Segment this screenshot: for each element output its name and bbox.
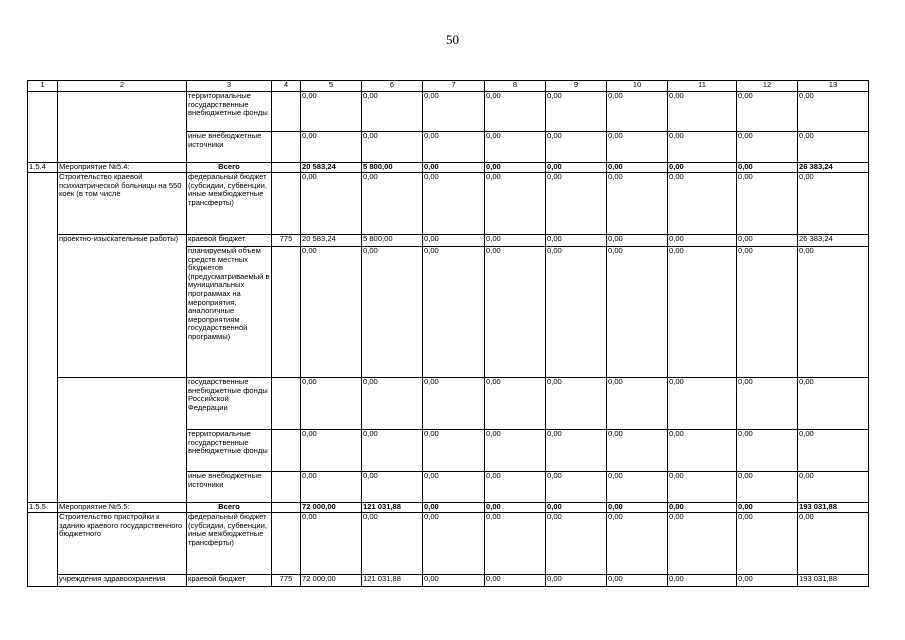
- col-header: 6: [362, 81, 423, 92]
- value-cell: 0,00: [546, 247, 607, 378]
- grbs-cell: [272, 92, 301, 132]
- value-cell: 5 800,00: [362, 235, 423, 247]
- value-cell: 0,00: [423, 92, 485, 132]
- value-cell: 0,00: [668, 378, 737, 430]
- value-cell: 0,00: [485, 173, 546, 235]
- value-cell: 0,00: [301, 247, 362, 378]
- value-cell: 0,00: [301, 472, 362, 503]
- value-cell: 0,00: [423, 503, 485, 513]
- value-cell: 0,00: [362, 132, 423, 163]
- value-cell: 0,00: [607, 247, 668, 378]
- source-cell: иные внебюджетные источники: [187, 472, 272, 503]
- source-cell: федеральный бюджет (субсидии, субвенции, иные межбюджетные трансферты): [187, 513, 272, 575]
- value-cell: 0,00: [423, 235, 485, 247]
- value-cell: 0,00: [668, 92, 737, 132]
- total-label: Всего: [187, 503, 272, 513]
- measure-code: 1.5.5: [28, 503, 58, 513]
- grbs-cell: [272, 430, 301, 472]
- value-cell: 0,00: [607, 92, 668, 132]
- code-cell: [28, 173, 58, 503]
- value-cell: 0,00: [546, 163, 607, 173]
- col-header: 13: [798, 81, 869, 92]
- value-cell: 0,00: [737, 235, 798, 247]
- value-cell: 0,00: [301, 132, 362, 163]
- value-cell: 193 031,88: [798, 503, 869, 513]
- grbs-cell: [272, 378, 301, 430]
- measure-title: Мероприятие №5.4:: [58, 163, 187, 173]
- source-cell: территориальные государственные внебюджетные фонды: [187, 92, 272, 132]
- value-cell: 0,00: [301, 378, 362, 430]
- value-cell: 26 383,24: [798, 163, 869, 173]
- value-cell: 0,00: [607, 575, 668, 587]
- value-cell: 5 800,00: [362, 163, 423, 173]
- value-cell: 0,00: [798, 378, 869, 430]
- value-cell: 0,00: [607, 472, 668, 503]
- value-cell: 0,00: [668, 430, 737, 472]
- grbs-cell: [272, 503, 301, 513]
- value-cell: 0,00: [301, 430, 362, 472]
- page-number: 50: [446, 32, 459, 47]
- value-cell: 0,00: [668, 503, 737, 513]
- value-cell: 0,00: [546, 430, 607, 472]
- table-row: [28, 163, 869, 173]
- source-cell: иные внебюджетные источники: [187, 132, 272, 163]
- value-cell: 0,00: [485, 430, 546, 472]
- value-cell: 0,00: [607, 163, 668, 173]
- measure-desc: проектно-изыскательные работы): [58, 235, 187, 378]
- value-cell: 0,00: [301, 92, 362, 132]
- table-row: [28, 235, 869, 247]
- desc-cell: [58, 92, 187, 163]
- desc-cell: [58, 378, 187, 503]
- value-cell: 0,00: [423, 173, 485, 235]
- value-cell: 0,00: [423, 247, 485, 378]
- col-header: 9: [546, 81, 607, 92]
- value-cell: 0,00: [485, 575, 546, 587]
- value-cell: 0,00: [668, 132, 737, 163]
- value-cell: 0,00: [485, 235, 546, 247]
- value-cell: 0,00: [737, 472, 798, 503]
- source-cell: краевой бюджет: [187, 575, 272, 587]
- col-header: 8: [485, 81, 546, 92]
- col-header: 4: [272, 81, 301, 92]
- code-cell: [28, 513, 58, 587]
- value-cell: 20 583,24: [301, 235, 362, 247]
- value-cell: 0,00: [798, 92, 869, 132]
- value-cell: 193 031,88: [798, 575, 869, 587]
- budget-table: [27, 80, 869, 587]
- grbs-cell: [272, 163, 301, 173]
- value-cell: 0,00: [362, 378, 423, 430]
- value-cell: 0,00: [362, 173, 423, 235]
- value-cell: 0,00: [546, 132, 607, 163]
- value-cell: 0,00: [607, 235, 668, 247]
- value-cell: 0,00: [485, 503, 546, 513]
- col-header: 12: [737, 81, 798, 92]
- grbs-cell: [272, 513, 301, 575]
- value-cell: 0,00: [798, 472, 869, 503]
- value-cell: 0,00: [485, 247, 546, 378]
- col-header: 1: [28, 81, 58, 92]
- value-cell: 0,00: [737, 513, 798, 575]
- table-row: [28, 513, 869, 575]
- col-header: 10: [607, 81, 668, 92]
- col-header: 5: [301, 81, 362, 92]
- value-cell: 0,00: [485, 132, 546, 163]
- table-row: [28, 92, 869, 132]
- value-cell: 0,00: [737, 430, 798, 472]
- value-cell: 0,00: [737, 575, 798, 587]
- grbs-cell: [272, 247, 301, 378]
- value-cell: 26 383,24: [798, 235, 869, 247]
- table-row: [28, 173, 869, 235]
- value-cell: 0,00: [668, 472, 737, 503]
- value-cell: 0,00: [668, 575, 737, 587]
- grbs-cell: [272, 132, 301, 163]
- column-number-row: [28, 81, 869, 92]
- col-header: 7: [423, 81, 485, 92]
- value-cell: 0,00: [668, 513, 737, 575]
- table-row: [28, 378, 869, 430]
- value-cell: 0,00: [362, 430, 423, 472]
- measure-desc: учреждения здравоохранения: [58, 575, 187, 587]
- source-cell: государственные внебюджетные фонды Российской Федерации: [187, 378, 272, 430]
- value-cell: 0,00: [423, 472, 485, 503]
- value-cell: 0,00: [546, 235, 607, 247]
- value-cell: 0,00: [423, 378, 485, 430]
- source-cell: краевой бюджет: [187, 235, 272, 247]
- value-cell: 0,00: [546, 173, 607, 235]
- value-cell: 0,00: [546, 92, 607, 132]
- value-cell: 0,00: [668, 173, 737, 235]
- value-cell: 0,00: [737, 132, 798, 163]
- value-cell: 0,00: [798, 247, 869, 378]
- col-header: 2: [58, 81, 187, 92]
- value-cell: 0,00: [362, 92, 423, 132]
- value-cell: 0,00: [607, 513, 668, 575]
- table-row: [28, 575, 869, 587]
- measure-desc: Строительство краевой психиатрической больницы на 550 коек (в том числе: [58, 173, 187, 235]
- measure-code: 1.5.4: [28, 163, 58, 173]
- value-cell: 0,00: [668, 235, 737, 247]
- value-cell: 0,00: [423, 430, 485, 472]
- value-cell: 0,00: [798, 513, 869, 575]
- value-cell: 0,00: [546, 378, 607, 430]
- col-header: 11: [668, 81, 737, 92]
- grbs-cell: 775: [272, 235, 301, 247]
- value-cell: 121 031,88: [362, 503, 423, 513]
- value-cell: 0,00: [362, 472, 423, 503]
- value-cell: 0,00: [546, 472, 607, 503]
- value-cell: 0,00: [607, 430, 668, 472]
- value-cell: 0,00: [737, 503, 798, 513]
- value-cell: 0,00: [607, 173, 668, 235]
- value-cell: 0,00: [301, 513, 362, 575]
- value-cell: 0,00: [737, 247, 798, 378]
- value-cell: 0,00: [485, 472, 546, 503]
- value-cell: 0,00: [798, 430, 869, 472]
- value-cell: 0,00: [485, 378, 546, 430]
- value-cell: 0,00: [798, 132, 869, 163]
- value-cell: 0,00: [423, 513, 485, 575]
- value-cell: 0,00: [423, 575, 485, 587]
- value-cell: 0,00: [423, 163, 485, 173]
- source-cell: федеральный бюджет (субсидии, субвенции, иные межбюджетные трансферты): [187, 173, 272, 235]
- source-cell: территориальные государственные внебюджетные фонды: [187, 430, 272, 472]
- value-cell: 0,00: [546, 575, 607, 587]
- value-cell: 0,00: [546, 513, 607, 575]
- value-cell: 0,00: [607, 503, 668, 513]
- col-header: 3: [187, 81, 272, 92]
- value-cell: 72 000,00: [301, 503, 362, 513]
- code-cell: [28, 92, 58, 163]
- table-row: [28, 503, 869, 513]
- value-cell: 0,00: [546, 503, 607, 513]
- measure-title: Мероприятие №5.5:: [58, 503, 187, 513]
- value-cell: 0,00: [607, 132, 668, 163]
- value-cell: 121 031,88: [362, 575, 423, 587]
- value-cell: 0,00: [737, 173, 798, 235]
- value-cell: 0,00: [485, 92, 546, 132]
- measure-desc: Строительство пристройки к зданию краевого государственного бюджетного: [58, 513, 187, 575]
- value-cell: 0,00: [362, 247, 423, 378]
- total-label: Всего: [187, 163, 272, 173]
- value-cell: 0,00: [485, 513, 546, 575]
- value-cell: 0,00: [798, 173, 869, 235]
- value-cell: 0,00: [737, 92, 798, 132]
- value-cell: 0,00: [301, 173, 362, 235]
- value-cell: 0,00: [668, 163, 737, 173]
- value-cell: 72 000,00: [301, 575, 362, 587]
- value-cell: 0,00: [485, 163, 546, 173]
- grbs-cell: [272, 472, 301, 503]
- value-cell: 20 583,24: [301, 163, 362, 173]
- value-cell: 0,00: [737, 378, 798, 430]
- value-cell: 0,00: [607, 378, 668, 430]
- value-cell: 0,00: [668, 247, 737, 378]
- value-cell: 0,00: [423, 132, 485, 163]
- source-cell: планируемый объем средств местных бюджетов (предусматриваемый в муниципальных программах на мероприятия, аналогичные мероприятиям государственной программы): [187, 247, 272, 378]
- grbs-cell: [272, 173, 301, 235]
- grbs-cell: 775: [272, 575, 301, 587]
- value-cell: 0,00: [362, 513, 423, 575]
- value-cell: 0,00: [737, 163, 798, 173]
